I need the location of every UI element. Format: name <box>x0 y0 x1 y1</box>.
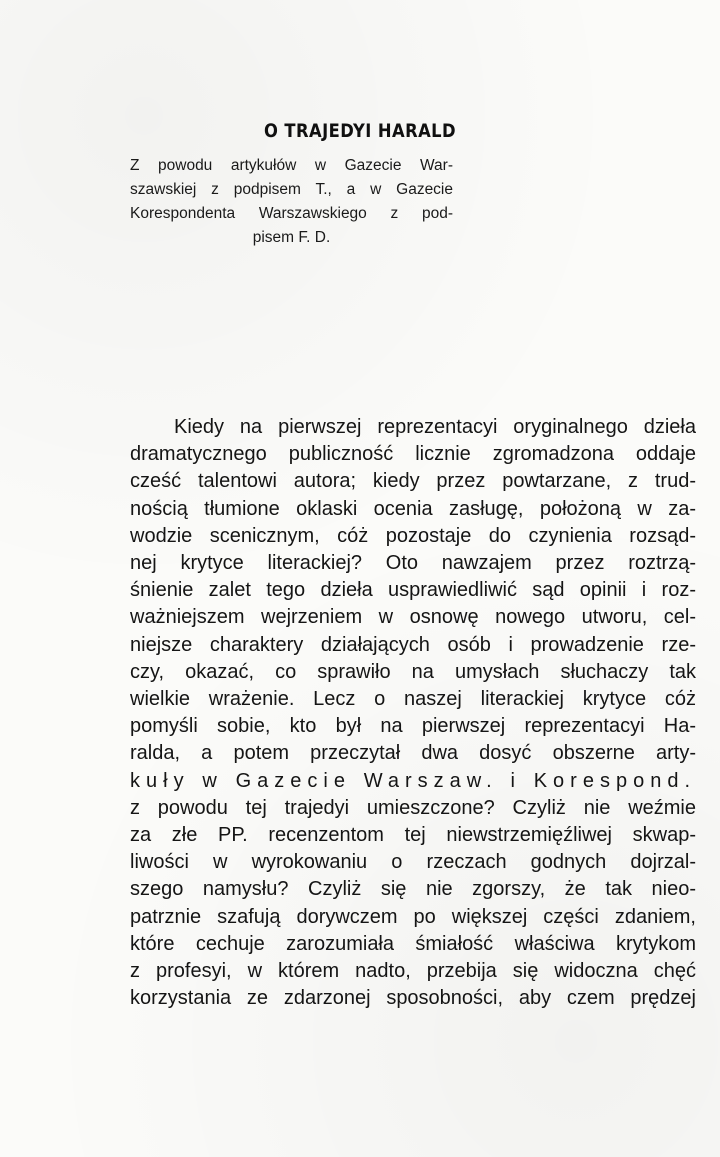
body-line: niejsze charaktery działających osób i prowadzenie rze- <box>130 633 696 656</box>
body-line: czy, okazać, co sprawiło na umysłach słuchaczy tak <box>130 660 696 683</box>
body-line: Kiedy na pierwszej reprezentacyi oryginalnego dzieła <box>174 416 696 438</box>
body-line: szego namysłu? Czyliż się nie zgorszy, że tak nieo- <box>130 878 696 901</box>
body-line: z powodu tej trajedyi umieszczone? Czyliż nie weźmie <box>130 796 696 819</box>
body-line: z profesyi, w którem nadto, przebija się widoczna chęć <box>130 960 696 983</box>
body-line: patrznie szafują dorywczem po większej części zdaniem, <box>130 905 696 928</box>
body-line: liwości w wyrokowaniu o rzeczach godnych dojrzal- <box>130 851 696 874</box>
subtitle-line: Korespondenta Warszawskiego z pod- <box>130 205 453 222</box>
body-line: ważniejszem wejrzeniem w osnowę nowego utworu, cel- <box>130 606 696 629</box>
body-line: korzystania ze zdarzonej sposobności, aby czem prędzej <box>130 987 696 1010</box>
body-line: nej krytyce literackiej? Oto nawzajem przez roztrzą- <box>130 552 696 575</box>
body-line: za złe PP. recenzentom tej niewstrzemięźliwej skwap- <box>130 824 696 847</box>
subtitle-line: szawskiej z podpisem T., a w Gazecie <box>130 181 453 198</box>
body-line: wielkie wrażenie. Lecz o naszej literackiej krytyce cóż <box>130 688 696 711</box>
subtitle-block <box>130 154 453 250</box>
body-line: cześć talentowi autora; kiedy przez powtarzane, z trud- <box>130 470 696 493</box>
body-line: kuły w Gazecie Warszaw. i Korespond. <box>130 769 696 792</box>
body-line: dramatycznego publiczność licznie zgromadzona oddaje <box>130 443 696 466</box>
body-line: pomyśli sobie, kto był na pierwszej reprezentacyi Ha- <box>130 715 696 738</box>
body-line: nością tłumione oklaski ocenia zasługę, położoną w za- <box>130 497 696 520</box>
page-title: O TRAJEDYI HARALD <box>263 120 456 142</box>
body-line: wodzie scenicznym, cóż pozostaje do czynienia rozsąd- <box>130 524 696 547</box>
subtitle-line: Z powodu artykułów w Gazecie War- <box>130 157 453 174</box>
subtitle-line: pisem F. D. <box>252 229 331 246</box>
body-line: ralda, a potem przeczytał dwa dosyć obszerne arty- <box>130 742 696 765</box>
body-paragraph <box>130 414 696 1012</box>
body-line: które cechuje zarozumiała śmiałość właściwa krytykom <box>130 932 696 955</box>
body-line: śnienie zalet tego dzieła usprawiedliwić sąd opinii i roz- <box>130 579 696 602</box>
